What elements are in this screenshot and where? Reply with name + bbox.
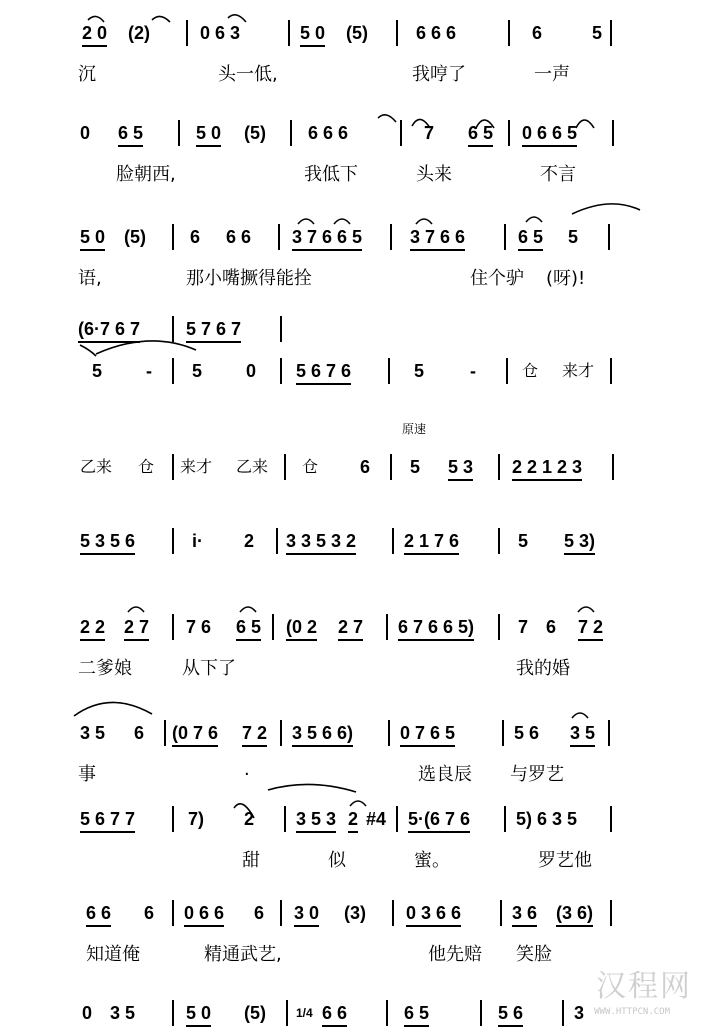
note-group: 5 0 bbox=[186, 1002, 211, 1027]
note-group: 7 bbox=[424, 123, 435, 143]
lyric: 蜜。 bbox=[414, 850, 450, 871]
note-group: (5) bbox=[346, 23, 368, 43]
lyric: 不言 bbox=[540, 164, 576, 185]
barline bbox=[280, 358, 282, 384]
barline bbox=[608, 720, 610, 746]
note-group: 0 7 6 5 bbox=[400, 722, 455, 747]
note-group: 6 5 bbox=[468, 122, 493, 147]
note-group: 2 bbox=[244, 531, 255, 551]
barline bbox=[386, 614, 388, 640]
note-group: 2 1 7 6 bbox=[404, 530, 459, 555]
lyric: 一声 bbox=[534, 64, 570, 85]
note-group: 0 3 6 6 bbox=[406, 902, 461, 927]
barline bbox=[504, 806, 506, 832]
note-group: (0 2 bbox=[286, 616, 317, 641]
barline bbox=[280, 720, 282, 746]
barline bbox=[390, 224, 392, 250]
note-group: 2 7 bbox=[124, 616, 149, 641]
barline bbox=[164, 720, 166, 746]
slur bbox=[128, 607, 144, 612]
note-group: - bbox=[470, 361, 476, 381]
barline bbox=[498, 614, 500, 640]
barline bbox=[610, 20, 612, 46]
barline bbox=[386, 1000, 388, 1026]
note-group: 2 0 bbox=[82, 22, 107, 47]
notes-line bbox=[0, 614, 710, 640]
notes-line bbox=[0, 358, 710, 384]
lyric: 与罗艺 bbox=[510, 764, 564, 785]
barline bbox=[388, 720, 390, 746]
notes-line bbox=[0, 224, 710, 250]
lyric: 甜 bbox=[242, 850, 260, 871]
lyric: 知道俺 bbox=[86, 944, 140, 965]
lyric: 他先赔 bbox=[428, 944, 482, 965]
barline bbox=[610, 900, 612, 926]
note-group: 0 bbox=[80, 123, 91, 143]
note-group: 5 0 bbox=[196, 122, 221, 147]
slur bbox=[572, 204, 640, 214]
barline bbox=[172, 806, 174, 832]
note-group: 6 bbox=[254, 903, 265, 923]
note-group: 3 7 6 6 5 bbox=[292, 226, 362, 251]
notes-line bbox=[0, 806, 710, 832]
note-group: 5 0 bbox=[80, 226, 105, 251]
percussion-syllable: 仓 bbox=[522, 361, 539, 380]
lyric: 罗艺他 bbox=[538, 850, 592, 871]
barline bbox=[186, 20, 188, 46]
note-group: 3 7 6 6 bbox=[410, 226, 465, 251]
barline bbox=[388, 358, 390, 384]
note-group: 6 6 bbox=[226, 227, 252, 247]
note-group: 2 bbox=[348, 808, 358, 833]
note-group: 5 0 bbox=[300, 22, 325, 47]
lyric: 二爹娘 bbox=[78, 658, 132, 679]
lyric: 沉 bbox=[78, 64, 96, 85]
note-group: 5 6 bbox=[498, 1002, 523, 1027]
barline bbox=[284, 454, 286, 480]
note-group: 6 6 6 bbox=[416, 23, 457, 43]
barline bbox=[392, 528, 394, 554]
lyrics-line bbox=[0, 658, 710, 682]
barline bbox=[396, 20, 398, 46]
percussion-syllable: 乙来 bbox=[236, 457, 269, 476]
lyric: 事 bbox=[78, 764, 96, 785]
note-group: 5 3) bbox=[564, 530, 595, 555]
note-group: 3 5 6 6) bbox=[292, 722, 353, 747]
note-group: 5 bbox=[568, 227, 579, 247]
note-group: 6 6 bbox=[86, 902, 111, 927]
tempo-mark: 原速 bbox=[402, 422, 427, 436]
note-group: 5 bbox=[92, 361, 103, 381]
percussion-syllable: 来才 bbox=[562, 361, 595, 380]
note-group: 7) bbox=[188, 809, 205, 829]
barline bbox=[502, 720, 504, 746]
barline bbox=[508, 120, 510, 146]
barline bbox=[284, 806, 286, 832]
barline bbox=[610, 358, 612, 384]
lyric: 我低下 bbox=[304, 164, 358, 185]
barline bbox=[280, 316, 282, 342]
note-group: 5) 6 3 5 bbox=[516, 809, 578, 829]
barline bbox=[172, 224, 174, 250]
slur bbox=[572, 713, 588, 718]
note-group: 5 bbox=[518, 531, 529, 551]
note-group: 6 bbox=[144, 903, 155, 923]
lyric: · bbox=[244, 764, 250, 785]
percussion-syllable: 仓 bbox=[138, 457, 155, 476]
notes-line bbox=[0, 528, 710, 554]
barline bbox=[608, 224, 610, 250]
percussion-syllable: 来才 bbox=[180, 457, 213, 476]
note-group: 6 7 6 6 5) bbox=[398, 616, 474, 641]
lyric: 脸朝西, bbox=[116, 164, 176, 185]
barline bbox=[504, 224, 506, 250]
note-group: 0 bbox=[82, 1003, 93, 1023]
watermark-url: WWW.HTTPCN.COM bbox=[594, 1007, 670, 1017]
note-group: 3 5 bbox=[110, 1003, 136, 1023]
note-group: 7 2 bbox=[242, 722, 267, 747]
lyric: 头一低, bbox=[218, 64, 278, 85]
note-group: 6 6 6 bbox=[308, 123, 349, 143]
note-group: 5 6 7 6 bbox=[296, 360, 351, 385]
percussion-syllable: 仓 bbox=[302, 457, 319, 476]
lyric: 似 bbox=[328, 850, 346, 871]
notes-line bbox=[0, 316, 710, 342]
note-group: 5 bbox=[414, 361, 425, 381]
note-group: 3 0 bbox=[294, 902, 319, 927]
barline bbox=[498, 454, 500, 480]
lyric: 精通武艺, bbox=[204, 944, 282, 965]
note-group: #4 bbox=[366, 809, 387, 829]
lyric: 从下了 bbox=[182, 658, 236, 679]
note-group: 3 bbox=[574, 1003, 585, 1023]
note-group: 3 3 5 3 2 bbox=[286, 530, 356, 555]
note-group: 6 bbox=[532, 23, 543, 43]
barline bbox=[178, 120, 180, 146]
lyrics-line bbox=[0, 850, 710, 874]
barline bbox=[172, 900, 174, 926]
lyrics-line bbox=[0, 64, 710, 88]
note-group: 3 6 bbox=[512, 902, 537, 927]
barline bbox=[392, 900, 394, 926]
barline bbox=[498, 528, 500, 554]
note-group: 6 5 bbox=[404, 1002, 429, 1027]
lyric: 我的婚 bbox=[516, 658, 570, 679]
note-group: 0 bbox=[246, 361, 257, 381]
note-group: 2 7 bbox=[338, 616, 363, 641]
barline bbox=[172, 454, 174, 480]
barline bbox=[288, 20, 290, 46]
note-group: 5 3 5 6 bbox=[80, 530, 135, 555]
note-group: 6 bbox=[546, 617, 557, 637]
barline bbox=[280, 900, 282, 926]
note-group: 6 5 bbox=[118, 122, 143, 147]
note-group: 0 6 6 bbox=[184, 902, 224, 927]
barline bbox=[508, 20, 510, 46]
note-group: 5 bbox=[192, 361, 203, 381]
barline bbox=[172, 316, 174, 342]
note-group: 5 bbox=[592, 23, 603, 43]
note-group: (5) bbox=[244, 123, 266, 143]
notes-line bbox=[0, 454, 710, 480]
lyrics-line bbox=[0, 764, 710, 788]
barline bbox=[390, 454, 392, 480]
barline bbox=[278, 224, 280, 250]
barline bbox=[612, 454, 614, 480]
barline bbox=[172, 358, 174, 384]
time-signature: 1/4 bbox=[296, 1006, 313, 1020]
note-group: 5·(6 7 6 bbox=[408, 808, 470, 833]
percussion-syllable: 乙来 bbox=[80, 457, 113, 476]
barline bbox=[610, 806, 612, 832]
note-group: 7 bbox=[518, 617, 529, 637]
lyric: 住个驴 bbox=[470, 268, 524, 289]
lyrics-line bbox=[0, 268, 710, 292]
barline bbox=[172, 528, 174, 554]
note-group: 7 6 bbox=[186, 617, 212, 637]
lyric: 笑脸 bbox=[516, 944, 552, 965]
barline bbox=[290, 120, 292, 146]
barline bbox=[612, 120, 614, 146]
lyric: 头来 bbox=[416, 164, 452, 185]
note-group: 6 bbox=[190, 227, 201, 247]
note-group: (6·7 6 7 bbox=[78, 318, 140, 343]
note-group: (3) bbox=[344, 903, 366, 923]
note-group: 0 6 3 bbox=[200, 23, 241, 43]
barline bbox=[562, 1000, 564, 1026]
notes-line bbox=[0, 720, 710, 746]
note-group: (2) bbox=[128, 23, 150, 43]
slur bbox=[526, 217, 542, 222]
notes-line bbox=[0, 900, 710, 926]
note-group: 6 6 bbox=[322, 1002, 347, 1027]
barline bbox=[506, 358, 508, 384]
note-group: 3 5 bbox=[570, 722, 595, 747]
lyric: (呀)! bbox=[546, 268, 586, 289]
watermark-logo: 汉程网 bbox=[596, 969, 692, 1004]
note-group: 3 5 bbox=[80, 723, 106, 743]
note-group: (5) bbox=[244, 1003, 266, 1023]
barline bbox=[500, 900, 502, 926]
slur bbox=[240, 607, 256, 612]
slur bbox=[80, 345, 96, 356]
note-group: - bbox=[146, 361, 152, 381]
barline bbox=[172, 1000, 174, 1026]
barline bbox=[400, 120, 402, 146]
note-group: 3 5 3 bbox=[296, 808, 336, 833]
barline bbox=[172, 614, 174, 640]
barline bbox=[396, 806, 398, 832]
note-group: 6 5 bbox=[518, 226, 543, 251]
note-group: (5) bbox=[124, 227, 146, 247]
lyric: 选良辰 bbox=[418, 764, 472, 785]
notes-line bbox=[0, 20, 710, 46]
note-group: 5 6 bbox=[514, 723, 540, 743]
note-group: 2 bbox=[244, 809, 255, 829]
note-group: 2 2 1 2 3 bbox=[512, 456, 582, 481]
note-group: 5 bbox=[410, 457, 421, 477]
notes-line bbox=[0, 120, 710, 146]
lyric: 那小嘴撅得能拴 bbox=[186, 268, 312, 289]
lyric: 语, bbox=[78, 268, 102, 289]
note-group: (3 6) bbox=[556, 902, 593, 927]
note-group: 5 6 7 7 bbox=[80, 808, 135, 833]
note-group: 2 2 bbox=[80, 616, 105, 641]
barline bbox=[480, 1000, 482, 1026]
barline bbox=[286, 1000, 288, 1026]
note-group: 0 6 6 5 bbox=[522, 122, 577, 147]
lyric: 我哼了 bbox=[412, 64, 466, 85]
note-group: 6 5 bbox=[236, 616, 261, 641]
barline bbox=[276, 528, 278, 554]
note-group: 7 2 bbox=[578, 616, 603, 641]
note-group: (0 7 6 bbox=[172, 722, 218, 747]
note-group: i· bbox=[192, 531, 203, 551]
slur bbox=[74, 702, 152, 716]
note-group: 5 7 6 7 bbox=[186, 318, 241, 343]
lyrics-line bbox=[0, 164, 710, 188]
note-group: 5 3 bbox=[448, 456, 473, 481]
barline bbox=[272, 614, 274, 640]
slur bbox=[578, 607, 594, 612]
note-group: 6 bbox=[360, 457, 371, 477]
note-group: 6 bbox=[134, 723, 145, 743]
